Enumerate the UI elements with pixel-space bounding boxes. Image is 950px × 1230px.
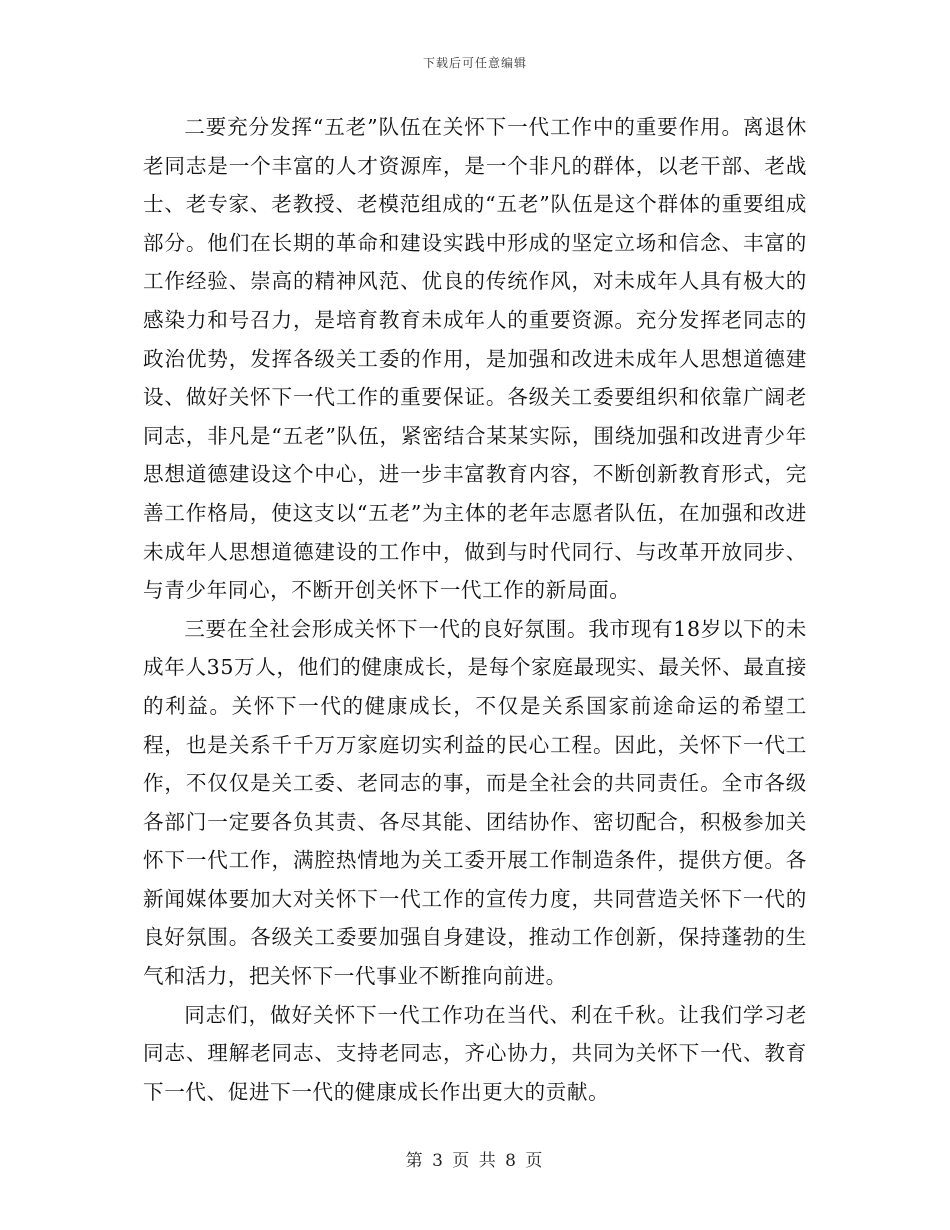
page-header: 下载后可任意编辑 bbox=[422, 56, 527, 70]
page-number-footer: 第 3 页 共 8 页 bbox=[405, 1151, 545, 1171]
body-paragraph: 三要在全社会形成关怀下一代的良好氛围。我市现有18岁以下的未成年人35万人，他们的健康成长，是每个家庭最现实、最关怀、最直接的利益。关怀下一代的健康成长，不仅是关系国家前途命运的希望工程，也是关系千千万万家庭切实利益的民心工程。因此，关怀下一代工作，不仅仅是关工委、老同志的事，而是全社会的共同责任。全市各级各部门一定要各负其责、各尽其能、团结协作、密切配合，积极参加关怀下一代工作，满腔热情地为关工委开展工作制造条件，提供方便。各新闻媒体要加大对关怀下一代工作的宣传力度，共同营造关怀下一代的良好氛围。各级关工委要加强自身建设，推动工作创新，保持蓬勃的生气和活力，把关怀下一代事业不断推向前进。 bbox=[143, 616, 807, 989]
body-paragraph: 二要充分发挥“五老”队伍在关怀下一代工作中的重要作用。离退休老同志是一个丰富的人才资源库，是一个非凡的群体，以老干部、老战士、老专家、老教授、老模范组成的“五老”队伍是这个群体的重要组成部分。他们在长期的革命和建设实践中形成的坚定立场和信念、丰富的工作经验、崇高的精神风范、优良的传统作风，对未成年人具有极大的感染力和号召力，是培育教育未成年人的重要资源。充分发挥老同志的政治优势，发挥各级关工委的作用，是加强和改进未成年人思想道德建设、做好关怀下一代工作的重要保证。各级关工委要组织和依靠广阔老同志，非凡是“五老”队伍，紧密结合某某实际，围绕加强和改进青少年思想道德建设这个中心，进一步丰富教育内容，不断创新教育形式，完善工作格局，使这支以“五老”为主体的老年志愿者队伍，在加强和改进未成年人思想道德建设的工作中，做到与时代同行、与改革开放同步、与青少年同心，不断开创关怀下一代工作的新局面。 bbox=[143, 115, 807, 603]
body-paragraph: 同志们，做好关怀下一代工作功在当代、利在千秋。让我们学习老同志、理解老同志、支持老同志，齐心协力，共同为关怀下一代、教育下一代、促进下一代的健康成长作出更大的贡献。 bbox=[143, 1002, 807, 1104]
document-body bbox=[143, 108, 807, 1111]
